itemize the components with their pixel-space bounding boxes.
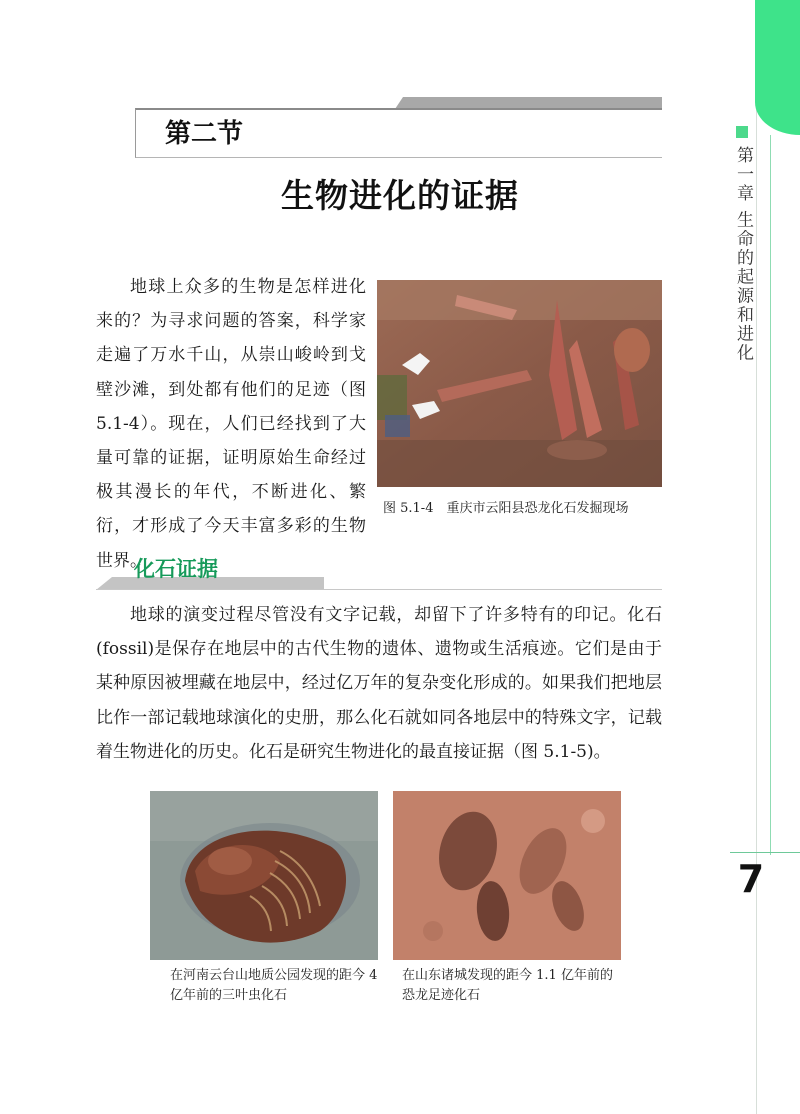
- figure-caption-footprint: 在山东诸城发现的距今 1.1 亿年前的恐龙足迹化石: [402, 968, 613, 1003]
- dinosaur-footprint-photo: [393, 791, 621, 960]
- subsection-rule: [96, 589, 662, 590]
- page-title: 生物进化的证据: [281, 176, 519, 215]
- chapter-label: 第一章 生命的起源和进化: [733, 146, 753, 363]
- page-number: 7: [737, 857, 765, 901]
- page-number-rule: [730, 852, 800, 853]
- dinosaur-excavation-photo: [377, 280, 662, 487]
- margin-inner-rule: [770, 135, 771, 855]
- subsection-title: 化石证据: [134, 557, 218, 581]
- chapter-tab-curve: [755, 0, 800, 135]
- trilobite-fossil-photo: [150, 791, 378, 960]
- figure-caption-main: 图 5.1-4 重庆市云阳县恐龙化石发掘现场: [383, 501, 629, 516]
- margin-rule: [756, 0, 757, 1114]
- chapter-marker-square: [736, 126, 748, 138]
- section-label: 第二节: [165, 119, 244, 149]
- intro-paragraph: 地球上众多的生物是怎样进化来的？为寻求问题的答案，科学家走遍了万水千山，从崇山峻岭到戈壁沙滩，到处都有他们的足迹（图 5.1-4）。现在，人们已经找到了大量可靠的证据，证明原始生命经过极其漫长的年代，不断进化、繁衍，才形成了今天丰富多彩的生物世界。: [96, 277, 366, 571]
- figure-caption-trilobite: 在河南云台山地质公园发现的距今 4 亿年前的三叶虫化石: [170, 968, 378, 1003]
- fossil-paragraph: 地球的演变过程尽管没有文字记载，却留下了许多特有的印记。化石(fossil)是保存在地层中的古代生物的遗体、遗物或生活痕迹。它们是由于某种原因被埋藏在地层中，经过亿万年的复杂变化形成的。如果我们把地层比作一部记载地球演化的史册，那么化石就如同各地层中的特殊文字，记载着生物进化的历史。化石是研究生物进化的最直接证据（图 5.1-5)。: [96, 605, 662, 762]
